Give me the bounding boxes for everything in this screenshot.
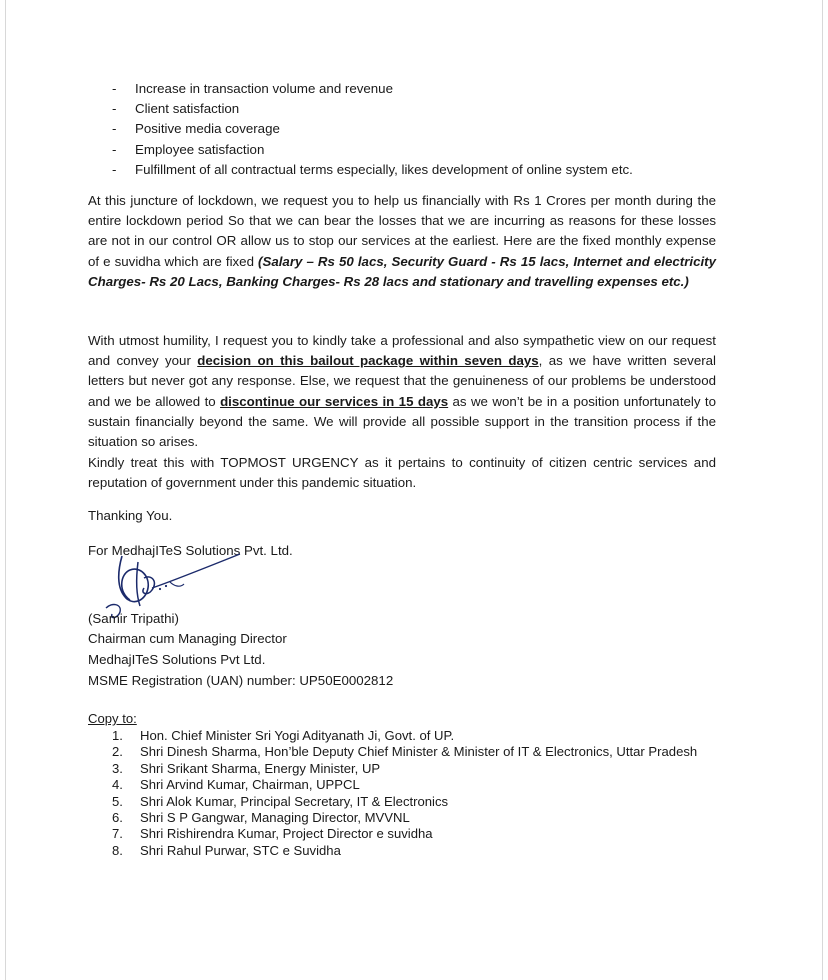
paragraph-text: , as we have written several letters but never got any response. Else, we request that the genuineness of our problems be understood and we be allowed to	[88, 353, 716, 409]
list-item: - Fulfillment of all contractual terms especially, likes development of online system etc.	[112, 160, 633, 180]
list-item: - Positive media coverage	[112, 119, 633, 139]
urgency-paragraph: Kindly treat this with TOPMOST URGENCY as it pertains to continuity of citizen centric services and reputation of government under this pandemic situation.	[88, 455, 716, 491]
list-item: - Client satisfaction	[112, 99, 633, 119]
recipient: Shri Srikant Sharma, Energy Minister, UP	[140, 760, 381, 776]
list-item	[112, 728, 722, 744]
copy-to-section	[88, 710, 698, 858]
list-item	[112, 744, 722, 760]
request-text: At this juncture of lockdown, we request you to help us financially with Rs 1 Crores per month during the entire lockdown period So that we can bear the losses that we are incurring as reasons for these losses are not in our control OR allow us to stop our services at the earliest. Here are the fixed monthly expense of e suvidha which are fixed	[88, 193, 716, 269]
item-number: 8.	[112, 842, 123, 858]
signatory-company: MedhajITeS Solutions Pvt Ltd.	[88, 652, 266, 667]
item-number: 7.	[112, 826, 123, 842]
list-item	[112, 761, 722, 777]
recipient: Shri Rishirendra Kumar, Project Director e suvidha	[140, 826, 433, 842]
recipient: Hon. Chief Minister Sri Yogi Adityanath Ji, Govt. of UP.	[140, 728, 455, 743]
expense-breakdown: (Salary – Rs 50 lacs, Security Guard - Rs 15 lacs, Internet and electricity Charges- Rs 20 Lacs, Banking Charges- Rs 28 lacs and stationary and travelling expenses etc.)	[88, 253, 716, 289]
recipient: Shri Alok Kumar, Principal Secretary, IT & Electronics	[140, 793, 449, 809]
recipient: Shri Arvind Kumar, Chairman, UPPCL	[140, 777, 360, 793]
copy-to-heading: Copy to:	[88, 711, 137, 726]
paragraph-text: With utmost humility, I request you to kindly take a professional and also sympathetic view on our request and convey your	[88, 333, 716, 369]
item-number: 3.	[112, 760, 123, 776]
signatory-title: Chairman cum Managing Director	[88, 631, 287, 646]
benefits-list	[112, 79, 633, 180]
list-item	[112, 794, 722, 810]
list-item: - Increase in transaction volume and revenue	[112, 79, 633, 99]
list-item	[112, 810, 722, 826]
recipient: Shri Rahul Purwar, STC e Suvidha	[140, 842, 341, 858]
copy-to-list	[112, 728, 722, 859]
item-number: 4.	[112, 777, 123, 793]
financial-request-paragraph	[88, 191, 716, 292]
signatory-name: (Samir Tripathi)	[88, 611, 179, 626]
list-item: - Employee satisfaction	[112, 140, 633, 160]
paragraph-text: as we won’t be in a position unfortunately to sustain financially beyond the same. We will provide all possible support in the transition process if the situation so arises.	[88, 393, 716, 450]
list-item	[112, 843, 722, 859]
company-line: For MedhajITeS Solutions Pvt. Ltd.	[88, 543, 293, 558]
item-number: 1.	[112, 728, 123, 743]
recipient: Shri S P Gangwar, Managing Director, MVVNL	[140, 810, 410, 826]
recipient: Shri Dinesh Sharma, Hon’ble Deputy Chief Minister & Minister of IT & Electronics, Uttar Pradesh	[140, 744, 698, 760]
humility-paragraph	[88, 331, 716, 452]
bailout-deadline: decision on this bailout package within seven days	[197, 353, 539, 369]
item-number: 5.	[112, 793, 123, 809]
list-item	[112, 777, 722, 793]
registration-number: MSME Registration (UAN) number: UP50E0002812	[88, 673, 394, 688]
discontinue-deadline: discontinue our services in 15 days	[220, 393, 449, 409]
item-number: 2.	[112, 744, 123, 760]
list-item	[112, 826, 722, 842]
item-number: 6.	[112, 810, 123, 826]
closing-line: Thanking You.	[88, 508, 173, 523]
